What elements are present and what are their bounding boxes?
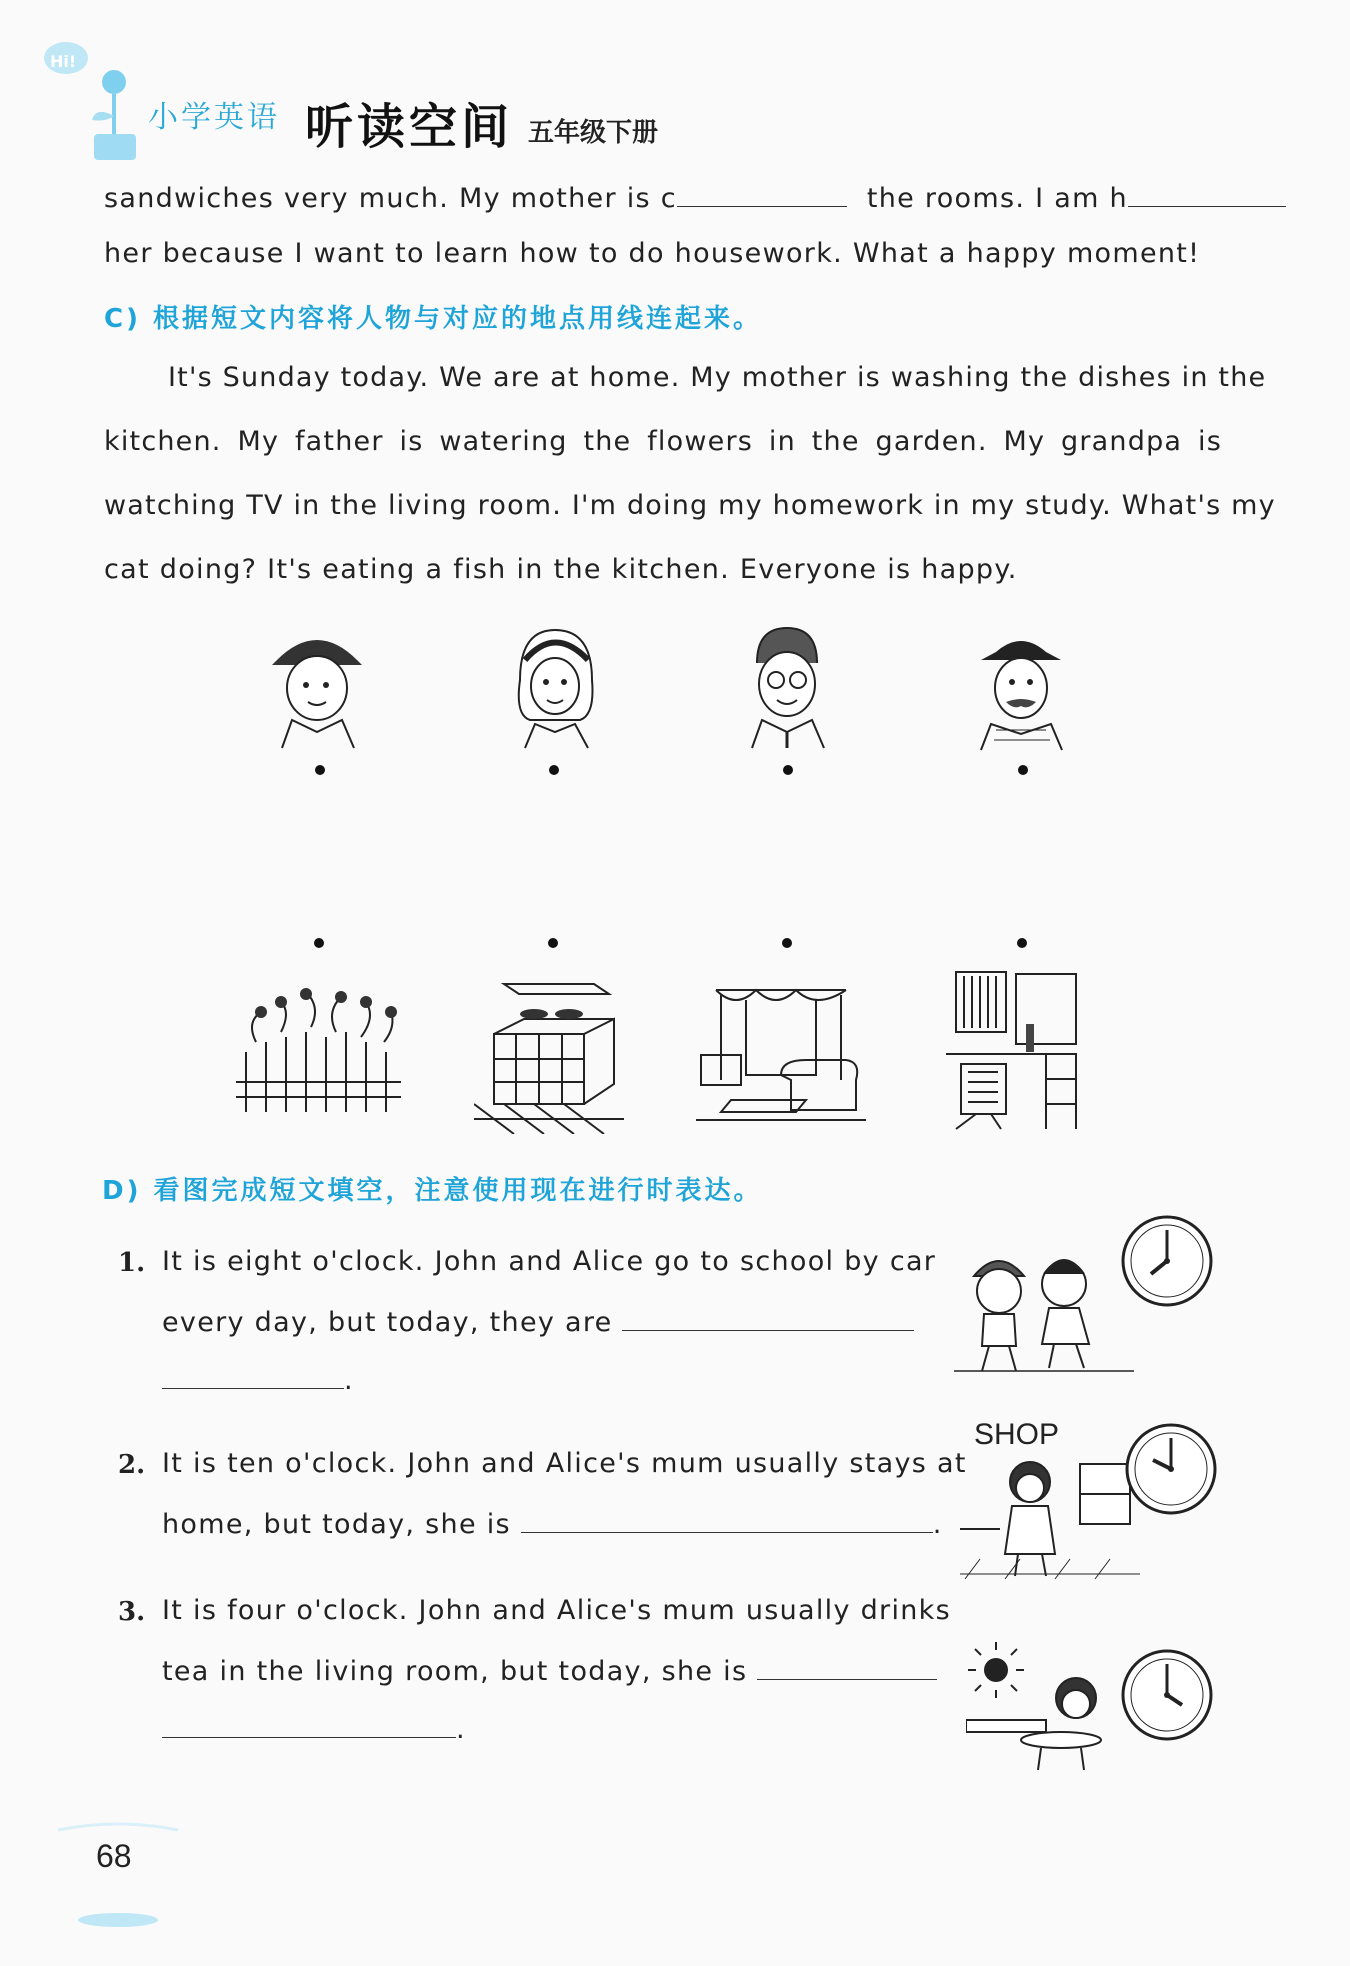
question-text-line2 <box>162 1304 914 1338</box>
answer-blank[interactable] <box>162 1711 456 1738</box>
answer-blank-c[interactable] <box>677 180 847 207</box>
question-text: It is four o'clock. John and Alice's mum usually drinks <box>162 1595 951 1626</box>
mum-drinking-tea-picture-icon <box>966 1640 1136 1780</box>
section-c-title: C) 根据短文内容将人物与对应的地点用线连起来。 <box>104 304 763 334</box>
place-match-dot[interactable] <box>548 938 558 948</box>
answer-blank[interactable] <box>757 1653 937 1680</box>
answer-blank[interactable] <box>521 1506 933 1533</box>
question-text-line3 <box>162 1711 466 1745</box>
header-badge: Hi! <box>50 52 77 71</box>
mum-shopping-picture-icon <box>960 1454 1140 1580</box>
passage-line-1 <box>104 180 1286 214</box>
person-match-dot[interactable] <box>315 765 325 775</box>
period: . <box>456 1714 466 1745</box>
header-grade: 五年级下册 <box>528 118 659 148</box>
question-text-line3 <box>162 1362 354 1396</box>
person-match-dot[interactable] <box>549 765 559 775</box>
question-text: tea in the living room, but today, she is <box>162 1656 748 1687</box>
question-number: 2. <box>118 1450 146 1480</box>
answer-blank-h[interactable] <box>1128 180 1286 207</box>
question-text: home, but today, she is <box>162 1509 511 1540</box>
passage-line-2: her because I want to learn how to do housework. What a happy moment! <box>104 238 1201 269</box>
question-text: It is ten o'clock. John and Alice's mum usually stays at <box>162 1448 967 1479</box>
header <box>0 0 1350 170</box>
question-text: every day, but today, they are <box>162 1307 613 1338</box>
children-walking-picture-icon <box>954 1236 1134 1376</box>
answer-blank[interactable] <box>162 1362 344 1389</box>
page-corner-ornament-icon <box>48 1820 188 1930</box>
person-match-dot[interactable] <box>783 765 793 775</box>
clock-ten-icon <box>1122 1420 1220 1518</box>
question-number: 3. <box>118 1597 146 1627</box>
father-portrait-icon <box>732 618 842 750</box>
kitchen-picture-icon <box>474 964 634 1134</box>
clock-four-icon <box>1118 1646 1216 1744</box>
period: . <box>932 1509 943 1540</box>
section-d-title: D) 看图完成短文填空，注意使用现在进行时表达。 <box>102 1176 763 1206</box>
living-room-picture-icon <box>696 980 866 1125</box>
passage-text: sandwiches very much. My mother is c <box>104 183 677 214</box>
section-c-para-line: cat doing? It's eating a fish in the kitchen. Everyone is happy. <box>104 554 1018 585</box>
header-title: 听读空间 <box>305 99 514 155</box>
question-number: 1. <box>118 1248 146 1278</box>
clock-eight-icon <box>1118 1212 1216 1310</box>
shop-sign: SHOP <box>974 1418 1060 1451</box>
grandpa-portrait-icon <box>966 630 1076 752</box>
place-match-dot[interactable] <box>782 938 792 948</box>
section-c-para-line: watching TV in the living room. I'm doing my homework in my study. What's my <box>104 490 1276 521</box>
mother-portrait-icon <box>500 620 610 750</box>
place-match-dot[interactable] <box>314 938 324 948</box>
header-series: 小学英语 <box>148 100 280 135</box>
boy-portrait-icon <box>262 620 372 750</box>
question-text-line2 <box>162 1653 937 1687</box>
question-text-line2 <box>162 1506 943 1540</box>
person-match-dot[interactable] <box>1018 765 1028 775</box>
answer-blank[interactable] <box>622 1304 914 1331</box>
passage-text: the rooms. I am h <box>866 183 1128 214</box>
place-match-dot[interactable] <box>1017 938 1027 948</box>
question-text: It is eight o'clock. John and Alice go to school by car <box>162 1246 937 1277</box>
section-c-para-line: It's Sunday today. We are at home. My mother is washing the dishes in the <box>168 362 1267 393</box>
period: . <box>344 1365 354 1396</box>
section-c-para-line: kitchen. My father is watering the flowers in the garden. My grandpa is <box>104 426 1222 457</box>
study-room-picture-icon <box>946 964 1086 1134</box>
garden-picture-icon <box>236 982 406 1122</box>
page-number: 68 <box>96 1838 132 1874</box>
